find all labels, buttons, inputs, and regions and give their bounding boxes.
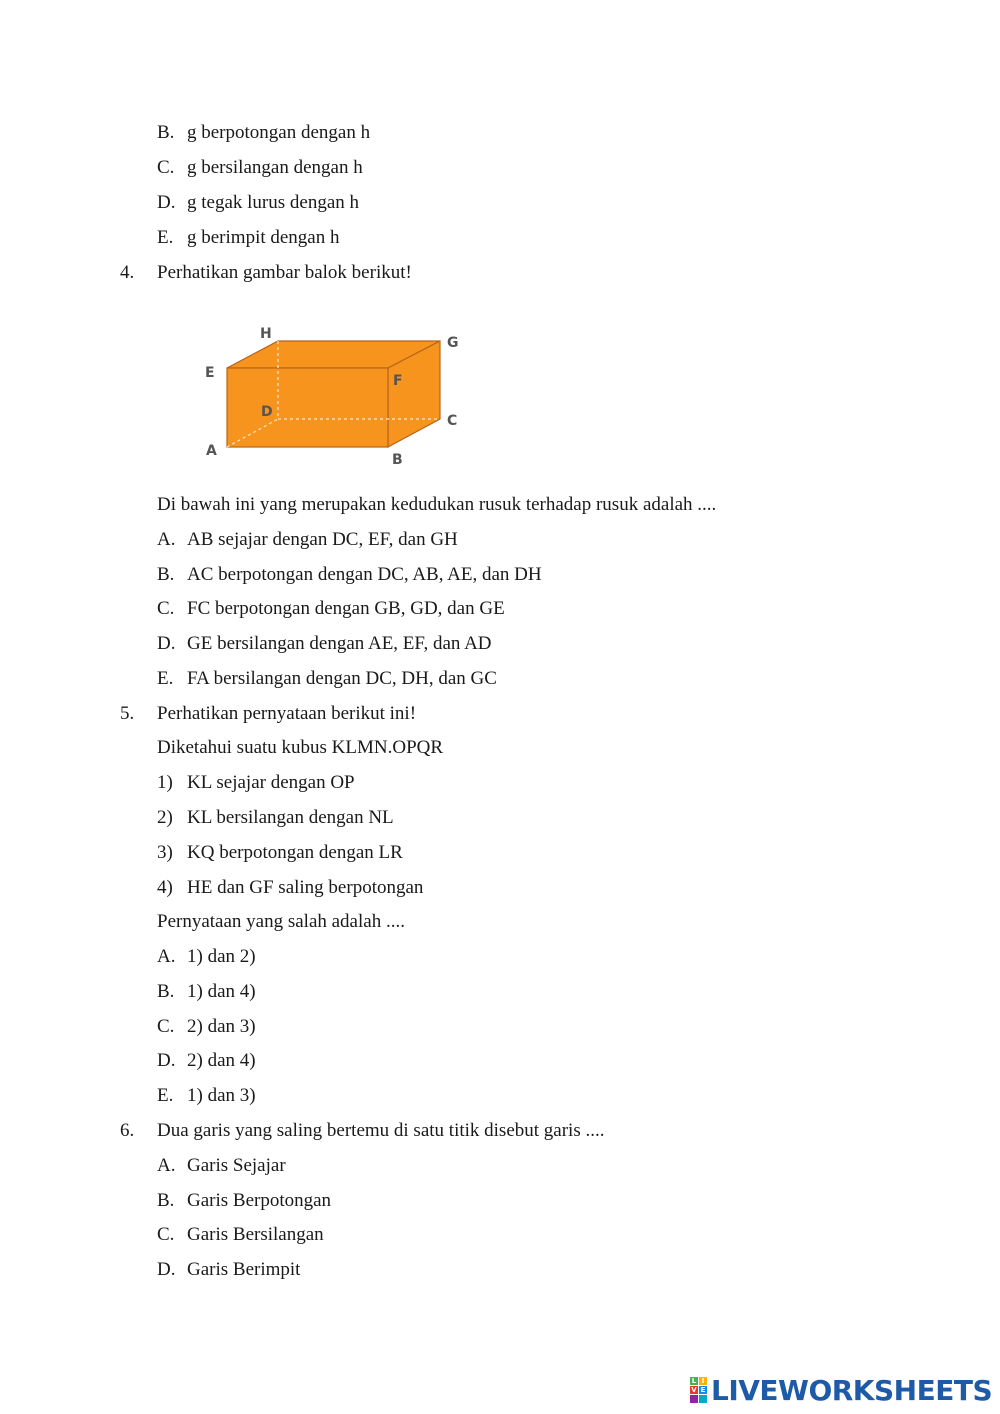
vertex-label-h: H bbox=[260, 326, 272, 342]
option-text: g bersilangan dengan h bbox=[187, 157, 363, 178]
option-text: Garis Bersilangan bbox=[187, 1224, 324, 1245]
statement-text: KL bersilangan dengan NL bbox=[187, 807, 394, 828]
statement-text: KQ berpotongan dengan LR bbox=[187, 842, 403, 863]
option-text: 2) dan 4) bbox=[187, 1050, 256, 1071]
liveworksheets-logo bbox=[690, 1374, 992, 1406]
statement-number: 3) bbox=[157, 842, 173, 863]
vertex-label-d: D bbox=[261, 404, 273, 420]
option-letter: B. bbox=[157, 122, 175, 143]
statement-number: 1) bbox=[157, 772, 173, 793]
option-text: FC berpotongan dengan GB, GD, dan GE bbox=[187, 598, 505, 619]
option-letter: E. bbox=[157, 227, 174, 248]
vertex-label-a: A bbox=[206, 443, 217, 459]
option-text: g tegak lurus dengan h bbox=[187, 192, 360, 213]
option-letter: D. bbox=[157, 1050, 176, 1071]
option-letter: C. bbox=[157, 1224, 175, 1245]
option-letter: D. bbox=[157, 192, 176, 213]
question-number: 4. bbox=[120, 262, 135, 283]
option-letter: B. bbox=[157, 981, 175, 1002]
option-text: 1) dan 3) bbox=[187, 1085, 256, 1106]
option-text: 2) dan 3) bbox=[187, 1016, 256, 1037]
option-letter: C. bbox=[157, 1016, 175, 1037]
question-number: 5. bbox=[120, 703, 135, 724]
option-text: g berimpit dengan h bbox=[187, 227, 340, 248]
option-text: Garis Sejajar bbox=[187, 1155, 286, 1176]
question-number: 6. bbox=[120, 1120, 135, 1141]
question-text: Pernyataan yang salah adalah .... bbox=[157, 911, 405, 932]
option-text: g berpotongan dengan h bbox=[187, 122, 371, 143]
statement-number: 4) bbox=[157, 877, 173, 898]
cuboid-figure bbox=[195, 315, 475, 475]
option-letter: A. bbox=[157, 946, 176, 967]
vertex-label-c: C bbox=[447, 413, 458, 429]
logo-mark-cell: L bbox=[691, 1377, 697, 1385]
option-letter: B. bbox=[157, 1190, 175, 1211]
vertex-label-b: B bbox=[392, 452, 403, 468]
statement-text: KL sejajar dengan OP bbox=[187, 772, 355, 793]
option-text: 1) dan 2) bbox=[187, 946, 256, 967]
question-context: Diketahui suatu kubus KLMN.OPQR bbox=[157, 737, 444, 758]
vertex-label-f: F bbox=[393, 373, 403, 389]
statement-number: 2) bbox=[157, 807, 173, 828]
logo-mark-cell: I bbox=[699, 1377, 707, 1385]
vertex-label-e: E bbox=[205, 365, 215, 381]
option-letter: A. bbox=[157, 529, 176, 550]
option-text: FA bersilangan dengan DC, DH, dan GC bbox=[187, 668, 497, 689]
option-text: AC berpotongan dengan DC, AB, AE, dan DH bbox=[187, 564, 542, 585]
vertex-label-g: G bbox=[447, 335, 459, 351]
option-letter: E. bbox=[157, 668, 174, 689]
question-text: Di bawah ini yang merupakan kedudukan rusuk terhadap rusuk adalah .... bbox=[157, 494, 717, 515]
cuboid-front-face bbox=[227, 368, 388, 447]
option-text: Garis Berpotongan bbox=[187, 1190, 332, 1211]
option-text: Garis Berimpit bbox=[187, 1259, 301, 1280]
logo-mark-icon bbox=[690, 1377, 707, 1403]
option-text: GE bersilangan dengan AE, EF, dan AD bbox=[187, 633, 492, 654]
logo-mark-cell bbox=[699, 1395, 707, 1403]
option-letter: E. bbox=[157, 1085, 174, 1106]
option-letter: C. bbox=[157, 598, 175, 619]
option-letter: B. bbox=[157, 564, 175, 585]
option-letter: D. bbox=[157, 633, 176, 654]
question-text: Perhatikan gambar balok berikut! bbox=[157, 262, 412, 283]
option-letter: C. bbox=[157, 157, 175, 178]
logo-text: LIVEWORKSHEETS bbox=[711, 1373, 993, 1407]
option-letter: A. bbox=[157, 1155, 176, 1176]
question-text: Dua garis yang saling bertemu di satu titik disebut garis .... bbox=[157, 1120, 605, 1141]
logo-mark-cell: E bbox=[700, 1386, 706, 1394]
logo-mark-cell: V bbox=[691, 1386, 697, 1394]
option-text: AB sejajar dengan DC, EF, dan GH bbox=[187, 529, 458, 550]
logo-mark-cell bbox=[690, 1395, 698, 1403]
option-letter: D. bbox=[157, 1259, 176, 1280]
question-text: Perhatikan pernyataan berikut ini! bbox=[157, 703, 417, 724]
statement-text: HE dan GF saling berpotongan bbox=[187, 877, 424, 898]
option-text: 1) dan 4) bbox=[187, 981, 256, 1002]
